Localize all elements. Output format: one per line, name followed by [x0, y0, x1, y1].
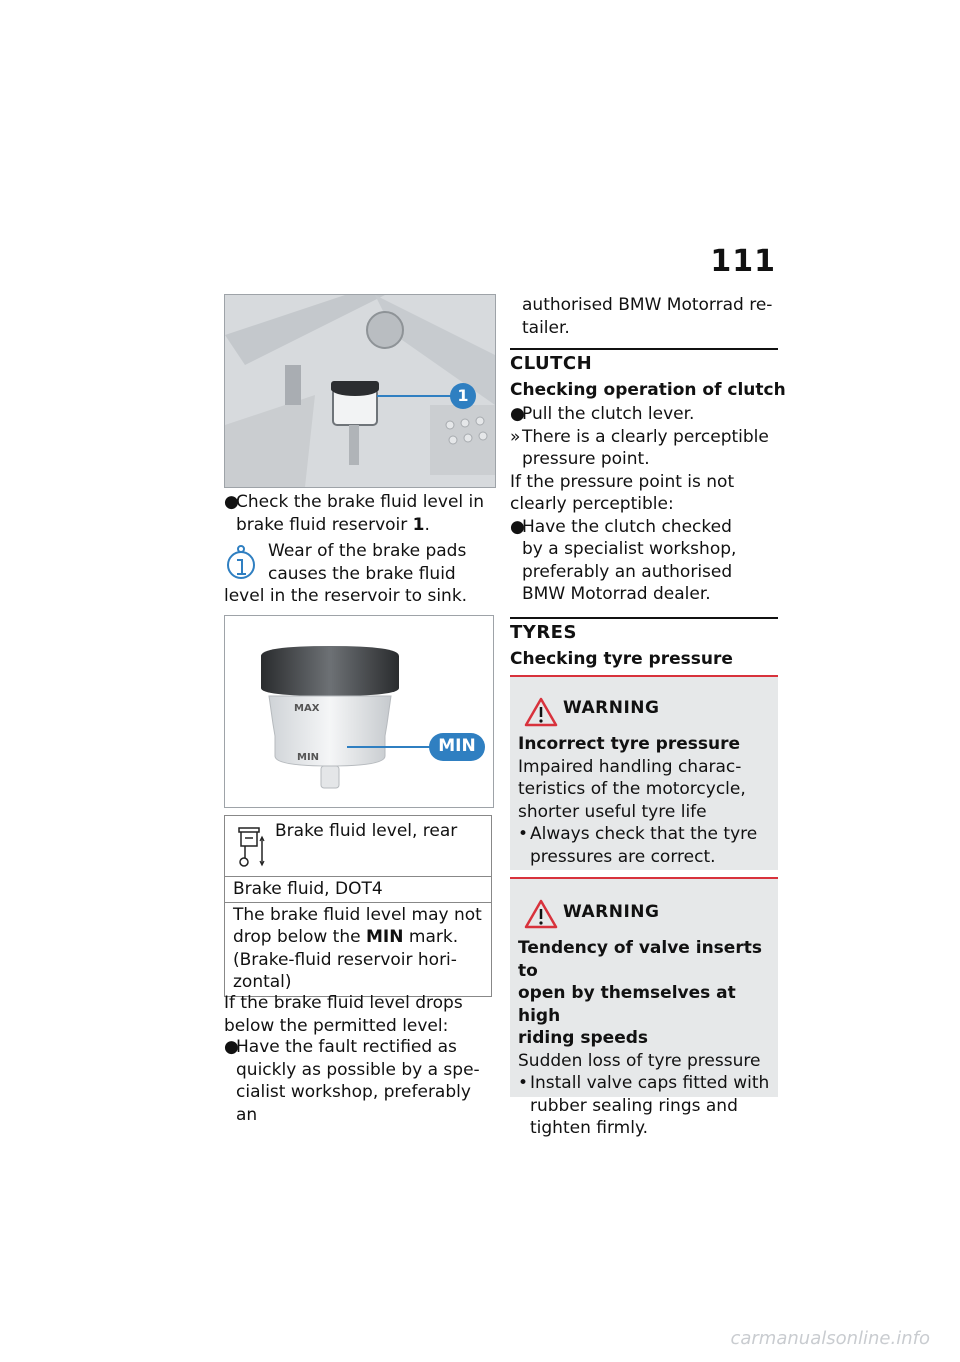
continued-line: authorised BMW Motorrad re-: [522, 295, 773, 315]
note-line: Wear of the brake pads: [268, 541, 467, 561]
warning-body-line: shorter useful tyre life: [518, 801, 707, 822]
warning-body-line: teristics of the motorcycle,: [518, 779, 746, 799]
spec-desc-line: zontal): [233, 972, 292, 992]
max-mark: MAX: [294, 703, 320, 714]
bullet-line: preferably an authorised: [522, 561, 733, 582]
min-mark: MIN: [297, 752, 320, 763]
check-fluid-bullet: [224, 491, 494, 536]
condition-line: below the permitted level:: [224, 1015, 449, 1036]
condition-line: If the pressure point is not: [510, 471, 735, 492]
bullet-line: by a specialist workshop,: [522, 539, 737, 559]
bullet-line: quickly as possible by a spe-: [236, 1059, 480, 1080]
tyres-heading: TYRES: [510, 622, 577, 643]
bullet-line: cialist workshop, preferably an: [236, 1082, 471, 1125]
reference-number: 1: [412, 514, 425, 535]
spec-desc-line: The brake fluid level may not: [233, 904, 482, 925]
spec-title: Brake fluid level, rear: [275, 821, 458, 841]
bullet-line: Pull the clutch lever.: [522, 404, 695, 424]
bullet-dot-icon: ●: [224, 492, 239, 512]
spec-desc-line: mark.: [403, 927, 459, 947]
condition-line: If the brake fluid level drops: [224, 993, 463, 1013]
note-text: [268, 540, 494, 585]
warning-title-line: riding speeds: [518, 1028, 649, 1048]
spec-desc-line: (Brake-fluid reservoir hori-: [233, 949, 457, 970]
watermark: carmanualsonline.info: [730, 1328, 930, 1349]
bullet-line: BMW Motorrad dealer.: [522, 584, 711, 604]
warning-triangle-icon: [524, 697, 558, 727]
warning-box-pressure: [510, 675, 778, 870]
warning-title-line: open by themselves at high: [518, 983, 736, 1026]
warning-title: Incorrect tyre pressure: [518, 734, 740, 754]
period: .: [424, 514, 430, 535]
warning-body-line: Impaired handling charac-: [518, 756, 742, 777]
note-line: causes the brake fluid: [268, 563, 456, 584]
bullet-dot-icon: ●: [224, 1037, 239, 1057]
bullet-line: pressures are correct.: [530, 846, 716, 867]
spec-description: [225, 902, 491, 996]
spec-desc-line: drop below the: [233, 927, 366, 947]
clutch-instructions: [510, 403, 780, 606]
section-divider: [510, 617, 778, 619]
bullet-line: Install valve caps fitted with: [530, 1073, 770, 1093]
bullet-dot-icon: •: [518, 1073, 529, 1093]
bullet-line: Have the clutch checked: [522, 516, 732, 537]
spec-box: [224, 815, 492, 997]
spec-header: [225, 816, 491, 876]
bullet-dot-icon: •: [518, 824, 529, 844]
warning-box-valve: [510, 877, 778, 1138]
warning-body-line: Sudden loss of tyre pressure: [518, 1050, 761, 1071]
fluid-condition: [224, 992, 494, 1037]
result-arrow-icon: »: [510, 426, 521, 447]
fault-bullet: [224, 1036, 494, 1126]
min-callout: MIN: [438, 736, 476, 756]
reservoir-level-illustration: [225, 616, 493, 807]
bullet-line: Always check that the tyre: [530, 824, 758, 844]
continued-line: tailer.: [522, 317, 570, 338]
clutch-subheading: Checking operation of clutch: [510, 380, 786, 400]
clutch-heading: CLUTCH: [510, 353, 593, 374]
info-icon: [226, 545, 256, 585]
bullet-line: brake fluid reservoir: [236, 514, 413, 535]
note-line: level in the reservoir to sink.: [224, 586, 468, 606]
brake-reservoir-photo: [224, 294, 496, 488]
continued-text: [510, 294, 780, 339]
bullet-line: tighten firmly.: [530, 1118, 648, 1138]
warning-triangle-icon: [524, 899, 558, 929]
reservoir-level-figure: [224, 615, 494, 808]
warning-title-line: Tendency of valve inserts to: [518, 938, 762, 981]
min-mark-ref: MIN: [366, 927, 404, 947]
tyres-subheading: Checking tyre pressure: [510, 649, 733, 669]
result-line: There is a clearly perceptible: [522, 426, 769, 447]
result-line: pressure point.: [522, 449, 650, 469]
bullet-line: Check the brake fluid level in: [236, 492, 485, 512]
warning-label: WARNING: [563, 698, 660, 718]
warning-label: WARNING: [563, 902, 660, 922]
reservoir-illustration: [225, 295, 495, 487]
bullet-dot-icon: ●: [510, 404, 525, 424]
brake-fluid-level-icon: [235, 824, 265, 870]
bullet-line: Have the fault rectified as: [236, 1037, 457, 1057]
condition-line: clearly perceptible:: [510, 494, 674, 514]
page-number: 111: [710, 244, 776, 279]
spec-fluid: Brake fluid, DOT4: [225, 876, 491, 902]
callout-1: 1: [457, 386, 469, 405]
bullet-dot-icon: ●: [510, 516, 525, 537]
bullet-line: rubber sealing rings and: [530, 1095, 738, 1116]
section-divider: [510, 348, 778, 350]
